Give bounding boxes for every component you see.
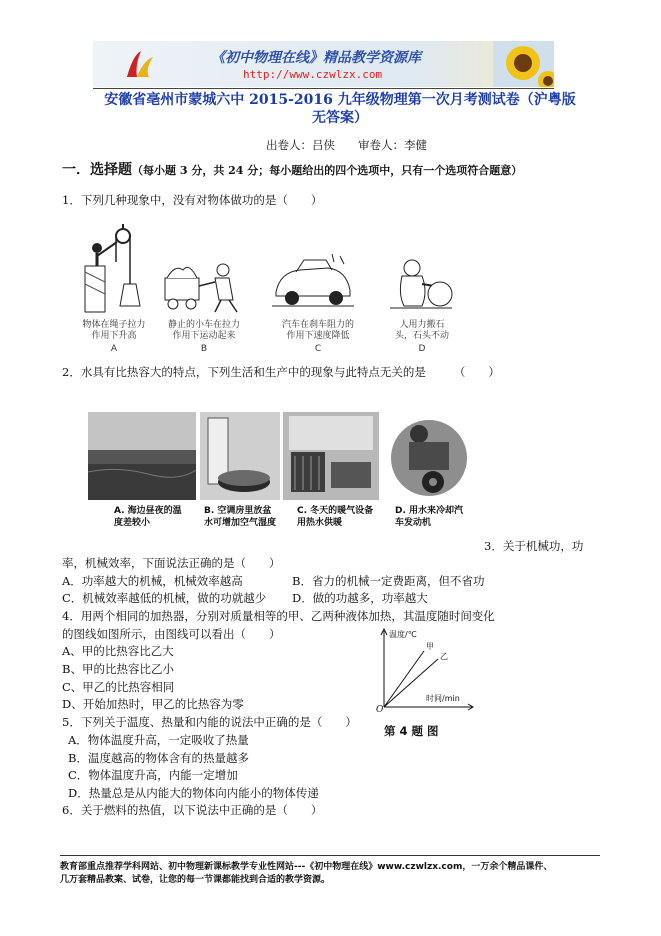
q3-option-c: C．机械效率越低的机械，做的功就越少 — [62, 591, 267, 605]
q1-caption-c-letter: C — [314, 344, 322, 354]
question-3-stem-end: 率，机械效率，下面说法正确的是（ ） — [62, 556, 281, 570]
authors-line: 出卷人：吕侠 审卷人：李健 — [266, 138, 427, 152]
header-banner — [93, 41, 554, 87]
q1-caption-b — [168, 320, 240, 355]
banner-title: 《初中物理在线》精品教学资源库 — [211, 50, 421, 66]
q1-caption-d-letter: D — [418, 344, 426, 354]
question-1-stem: 1．下列几种现象中，没有对物体做功的是（ ） — [62, 193, 323, 207]
q4-option-b: B、甲的比热容比乙小 — [62, 662, 174, 676]
graph-label-yi: 乙 — [440, 652, 448, 661]
q2-caption-c: C. 冬天的暖气设备用热水供暖 — [297, 506, 374, 528]
q1-caption-d-text: 人用力搬石头，石头不动 — [394, 320, 449, 341]
q5-option-b: B．温度越高的物体含有的热量越多 — [68, 751, 249, 765]
header-rule — [93, 88, 554, 89]
section-title: 一．选择题 — [62, 162, 132, 178]
q1-figure-c — [270, 252, 356, 312]
q2-photo-a — [88, 412, 196, 500]
question-4-line1: 4．用两个相同的加热器，分别对质量相等的甲、乙两种液体加热，其温度随时间变化 — [62, 609, 495, 623]
footer-rule — [60, 855, 600, 856]
q5-option-c: C．物体温度升高，内能一定增加 — [68, 768, 238, 782]
footer-line-2: 几万套精品教案、试卷，让您的每一节课都能找到合适的教学资源。 — [60, 875, 331, 885]
q5-option-d: D．热量总是从内能大的物体向内能小的物体传递 — [68, 786, 319, 800]
footer-line-1: 教育部重点推荐学科网站、初中物理新课标教学专业性网站---《初中物理在线》www.czwlzx.com，一万余个精品课件、 — [60, 862, 553, 872]
q1-caption-b-text: 静止的小车在拉力作用下运动起来 — [168, 320, 241, 341]
q2-caption-b: B. 空调房里放盆水可增加空气湿度 — [204, 506, 277, 528]
q1-caption-c — [281, 320, 355, 355]
question-2-paren: （ ） — [453, 365, 500, 379]
q1-caption-a — [80, 320, 148, 355]
q3-option-d: D．做的功越多，功率越大 — [292, 591, 428, 605]
q4-graph — [376, 627, 476, 715]
q1-figure-b — [163, 256, 243, 314]
q4-figure-caption: 第 4 题 图 — [384, 724, 439, 738]
question-2-text: 2．水具有比热容大的特点，下列生活和生产中的现象与此特点无关的是 — [62, 365, 426, 379]
section-note: （每小题 3 分，共 24 分；每小题给出的四个选项中，只有一个选项符合题意） — [132, 164, 523, 177]
q4-option-d: D、开始加热时，甲乙的比热容为零 — [62, 697, 244, 711]
q2-photo-d — [389, 412, 469, 500]
graph-label-jia: 甲 — [426, 642, 434, 651]
q2-caption-a: A. 海边昼夜的温度差较小 — [114, 506, 182, 528]
section-heading — [62, 163, 522, 178]
q1-caption-a-text: 物体在绳子拉力作用下升高 — [82, 320, 146, 341]
page-footer — [60, 861, 620, 887]
q1-caption-b-letter: B — [200, 344, 208, 354]
sunflower-image — [493, 41, 554, 87]
q4-option-c: C、甲乙的比热容相同 — [62, 680, 175, 694]
graph-xlabel: 时间/min — [426, 694, 460, 703]
q1-caption-c-text: 汽车在刹车阻力的作用下速度降低 — [281, 320, 354, 341]
question-5-stem: 5．下列关于温度、热量和内能的说法中正确的是（ ） — [62, 715, 357, 729]
q1-caption-a-letter: A — [110, 344, 118, 354]
graph-origin: O — [376, 705, 384, 715]
graph-line-jia — [384, 651, 424, 707]
question-4-line2: 的图线如图所示，由图线可以看出（ ） — [62, 627, 281, 641]
q3-option-b: B．省力的机械一定费距离，但不省功 — [292, 574, 485, 588]
question-3-stem-start: 3．关于机械功，功 — [484, 539, 584, 553]
banner-url[interactable]: http://www.czwlzx.com — [243, 68, 383, 81]
q1-figure-d — [388, 254, 454, 312]
q4-option-a: A、甲的比热容比乙大 — [62, 644, 174, 658]
site-logo — [123, 47, 157, 81]
q1-caption-d — [392, 320, 452, 355]
question-2-stem — [62, 365, 500, 379]
q3-option-a: A．功率越大的机械，机械效率越高 — [62, 574, 243, 588]
q1-figure-a — [83, 222, 153, 314]
document-title: 安徽省亳州市蒙城六中 2015-2016 九年级物理第一次月考测试卷（沪粤版无答案） — [104, 92, 576, 126]
q2-caption-d: D. 用水来冷却汽车发动机 — [395, 506, 464, 528]
question-6-stem: 6．关于燃料的热值，以下说法中正确的是（ ） — [62, 803, 323, 817]
q2-photo-c — [283, 412, 379, 500]
graph-ylabel: 温度/℃ — [389, 630, 417, 639]
q2-photo-b — [200, 412, 280, 500]
q5-option-a: A．物体温度升高，一定吸收了热量 — [68, 733, 249, 747]
